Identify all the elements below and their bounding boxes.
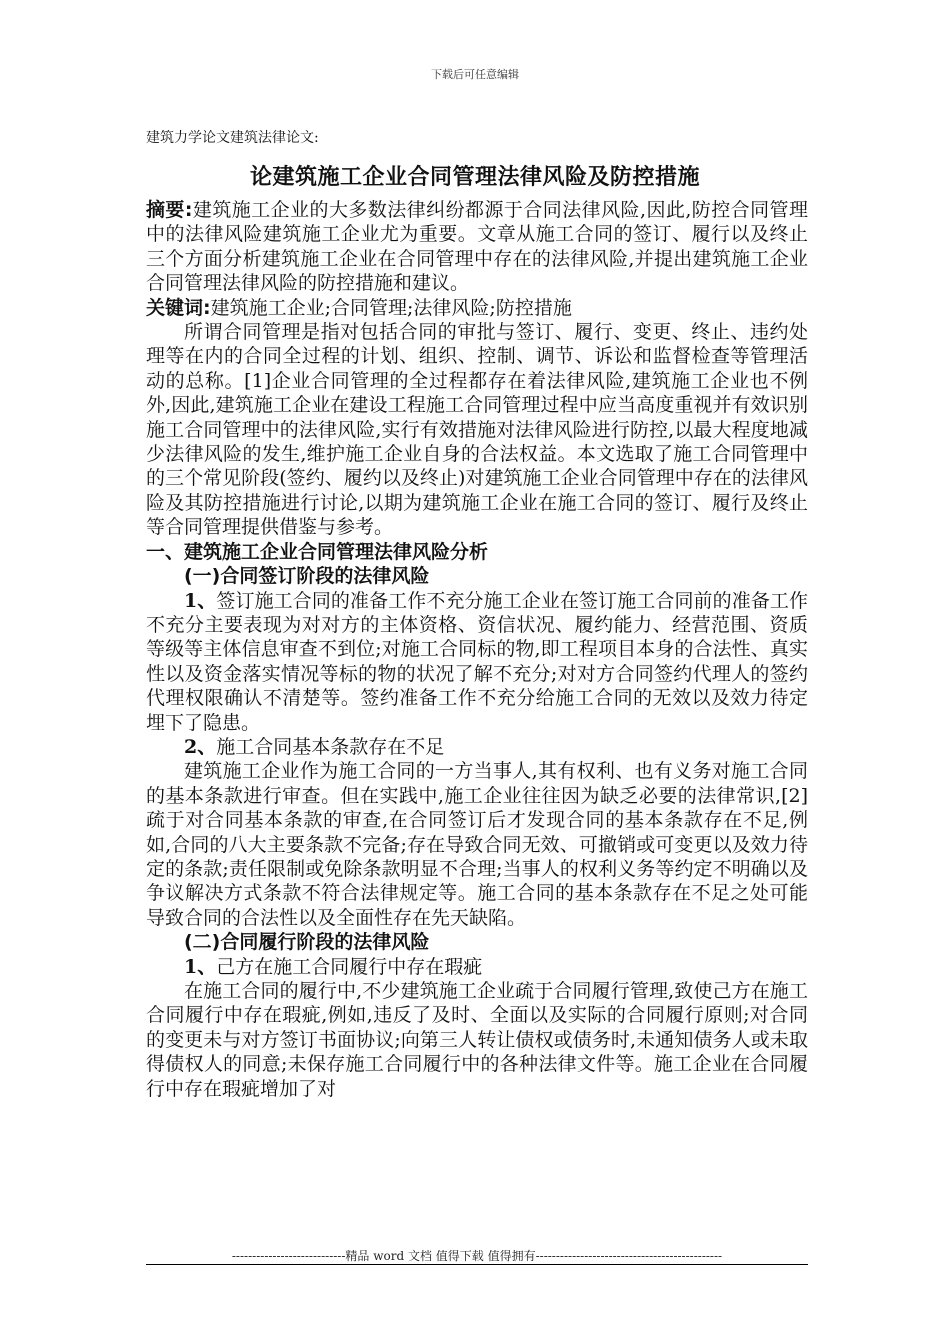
page-footer: ----------------------------精品 word 文档 值得下载 值得拥有---------------------------------------------- [231,1249,723,1263]
item-text: 签订施工合同的准备工作不充分施工企业在签订施工合同前的准备工作不充分主要表现为对对方的主体资格、资信状况、履约能力、经营范围、资质等级等主体信息审查不到位;对施工合同标的物,即工程项目本身的合法性、真实性以及资金落实情况等标的物的状况了解不充分;对对方合同签约代理人的签约代理权限确认不清楚等。签约准备工作不充分给施工合同的无效以及效力待定埋下了隐患。 [146,589,808,734]
item-1-2-heading [146,735,808,759]
subsection-heading-2: (二)合同履行阶段的法律风险 [184,931,430,954]
intro-paragraph: 所谓合同管理是指对包括合同的审批与签订、履行、变更、终止、违约处理等在内的合同全过程的计划、组织、控制、调节、诉讼和监督检查等管理活动的总称。[1]企业合同管理的全过程都存在着法律风险,建筑施工企业也不例外,因此,建筑施工企业在建设工程施工合同管理过程中应当高度重视并有效识别施工合同管理中的法律风险,实行有效措施对法律风险进行防控,以最大程度地减少法律风险的发生,维护施工企业自身的合法权益。本文选取了施工合同管理中的三个常见阶段(签约、履约以及终止)对建筑施工企业合同管理中存在的法律风险及其防控措施进行讨论,以期为建筑施工企业在施工合同的签订、履行及终止等合同管理提供借鉴与参考。 [146,321,808,539]
subsection-heading-1: (一)合同签订阶段的法律风险 [184,565,430,588]
abstract-label: 摘要: [146,199,193,221]
abstract-text: 建筑施工企业的大多数法律纠纷都源于合同法律风险,因此,防控合同管理中的法律风险建筑施工企业尤为重要。文章从施工合同的签订、履行以及终止三个方面分析建筑施工企业在合同管理中存在的法律风险,并提出建筑施工企业合同管理法律风险的防控措施和建议。 [146,199,808,295]
item-title: 施工合同基本条款存在不足 [216,735,445,758]
abstract [146,198,808,296]
item-title: 己方在施工合同履行中存在瑕疵 [216,955,483,978]
item-2-1-heading [146,955,808,979]
category-line: 建筑力学论文建筑法律论文: [146,130,319,146]
item-1-1-paragraph [146,589,808,735]
item-1-2-paragraph: 建筑施工企业作为施工合同的一方当事人,其有权利、也有义务对施工合同的基本条款进行审查。但在实践中,施工企业往往因为缺乏必要的法律常识,[2]疏于对合同基本条款的审查,在合同签订后才发现合同的基本条款存在不足,例如,合同的八大主要条款不完备;存在导致合同无效、可撤销或可变更以及效力待定的条款;责任限制或免除条款明显不合理;当事人的权利义务等约定不明确以及争议解决方式条款不符合法律规定等。施工合同的基本条款存在不足之处可能导致合同的合法性以及全面性存在先天缺陷。 [146,760,808,929]
paper-title: 论建筑施工企业合同管理法律风险及防控措施 [249,165,700,190]
keywords-label: 关键词: [146,296,211,319]
footer-divider [146,1264,808,1265]
section-heading-1: 一、建筑施工企业合同管理法律风险分析 [146,540,489,563]
body-text [146,198,808,1101]
item-number: 1、 [184,589,217,612]
item-2-1-paragraph: 在施工合同的履行中,不少建筑施工企业疏于合同履行管理,致使己方在施工合同履行中存在瑕疵,例如,违反了及时、全面以及实际的合同履行原则;对合同的变更未与对方签订书面协议;向第三人转让债权或债务时,未通知债务人或未取得债权人的同意;未保存施工合同履行中的各种法律文件等。施工企业在合同履行中存在瑕疵增加了对 [146,980,808,1100]
keywords-text: 建筑施工企业;合同管理;法律风险;防控措施 [210,296,572,319]
item-number: 2、 [184,735,217,758]
keywords [146,296,808,320]
item-number: 1、 [184,955,217,978]
page-header: 下载后可任意编辑 [431,68,519,81]
